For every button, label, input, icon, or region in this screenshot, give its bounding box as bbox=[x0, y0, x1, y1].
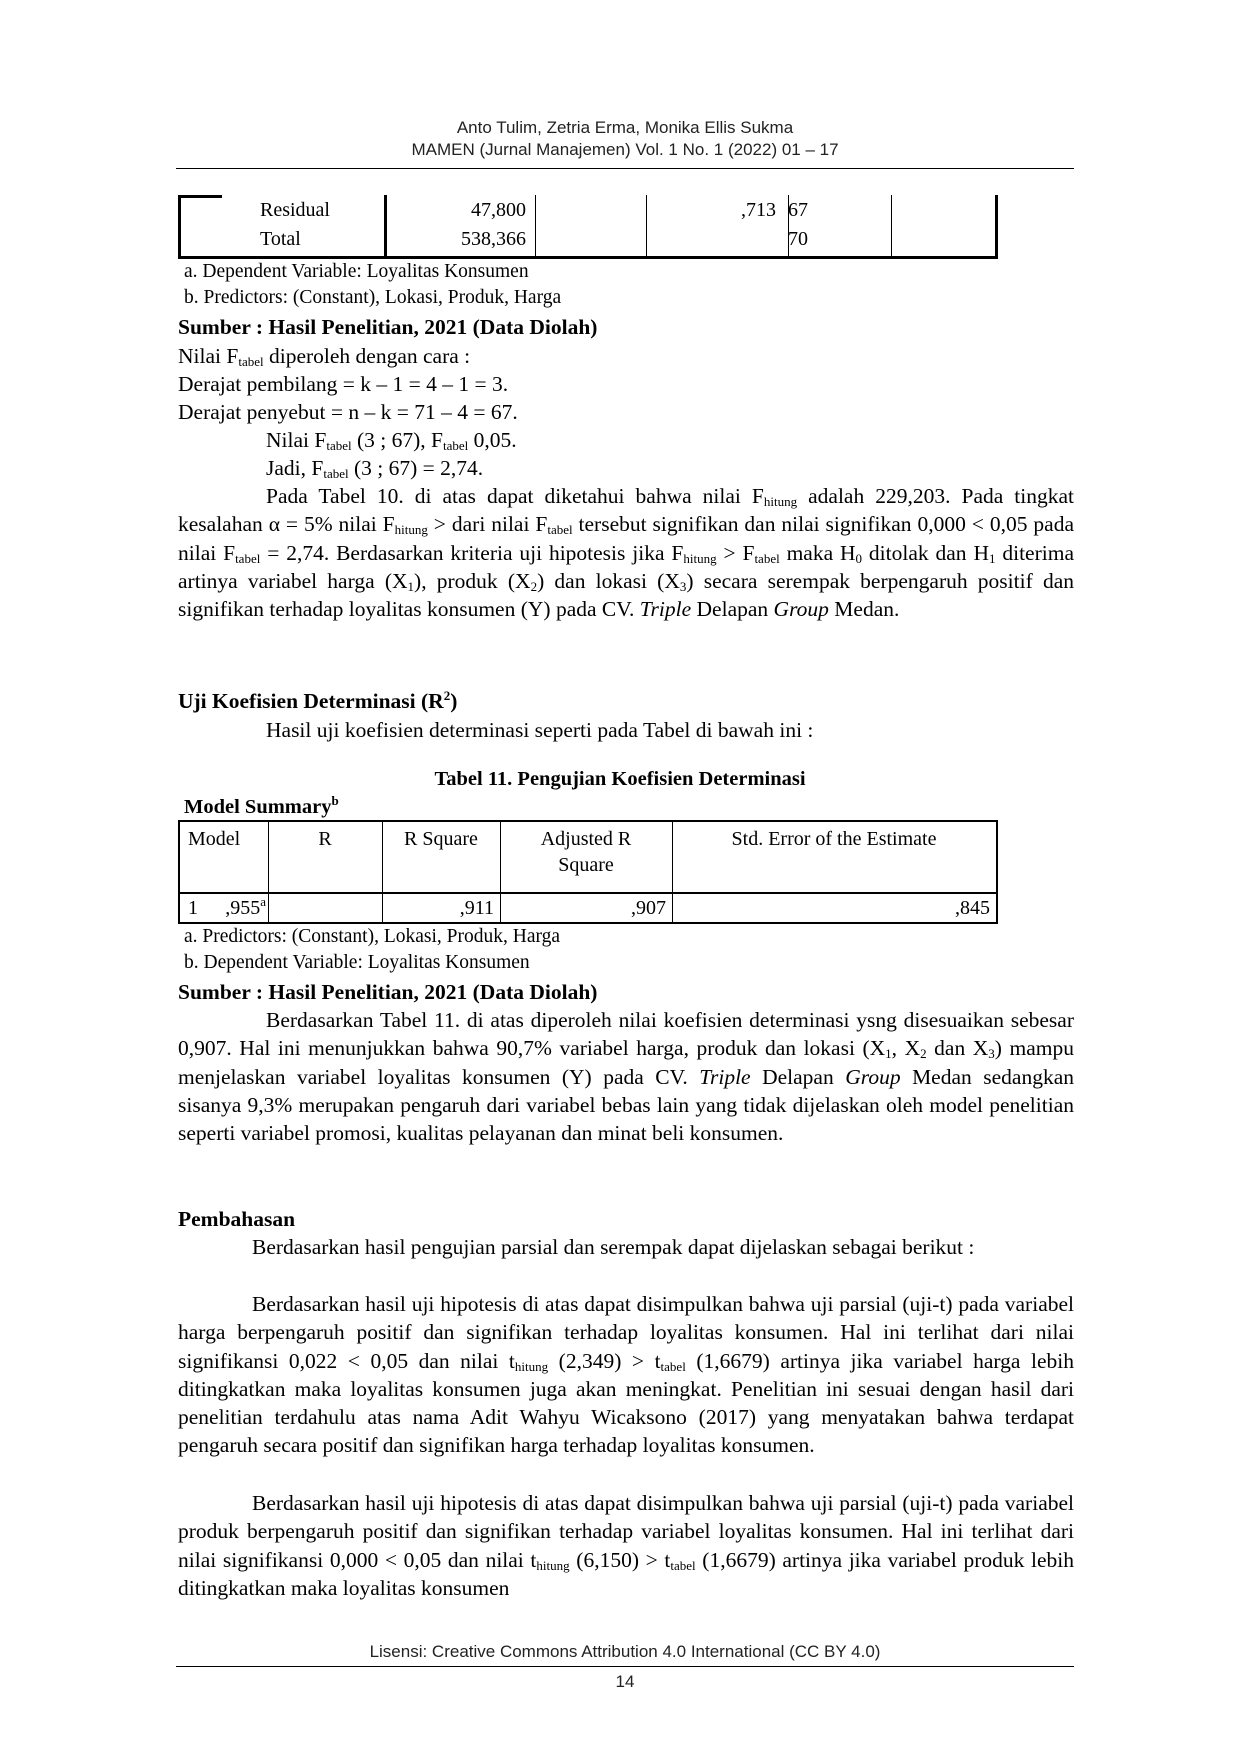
df-cell: 70 bbox=[788, 228, 808, 250]
cell-model: 1 bbox=[188, 897, 198, 919]
paragraph: Berdasarkan hasil pengujian parsial dan serempak dapat dijelaskan sebagai berikut : bbox=[252, 1235, 975, 1259]
sum-of-squares-cell: 47,800 bbox=[471, 199, 526, 221]
paragraph: Berdasarkan hasil uji hipotesis di atas dapat disimpulkan bahwa uji parsial (uji-t) pada variabel produk berpengaruh positif dan signifikan terhadap variabel loyalitas konsumen. Hal ini terlihat dari nilai signifikansi 0,000 < 0,05 dan nilai $t_{hitung}$ $(6,150) > t_{tabel}$ (1,6679) artinya jika variabel produk lebih ditingkatkan maka loyalitas konsumen bbox=[178, 1491, 1075, 1600]
ftabel-line: Derajat pembilang = k – 1 = 4 – 1 = 3. bbox=[178, 372, 509, 396]
source-label: Sumber : Hasil Penelitian, 2021 (Data Diolah) bbox=[178, 980, 598, 1004]
table-row bbox=[178, 224, 998, 254]
header-model: Model bbox=[188, 828, 241, 850]
section-heading: Pembahasan bbox=[178, 1207, 296, 1231]
df-cell: 67 bbox=[788, 199, 808, 221]
anova-table-fragment bbox=[178, 195, 998, 259]
header-r-square: R Square bbox=[404, 828, 478, 850]
table-note: a. Dependent Variable: Loyalitas Konsumen bbox=[184, 261, 529, 282]
source-label: Sumber : Hasil Penelitian, 2021 (Data Diolah) bbox=[178, 315, 598, 339]
row-label: Total bbox=[260, 228, 301, 250]
row-label: Residual bbox=[260, 199, 330, 221]
header-adjusted-r: Adjusted R bbox=[540, 828, 632, 850]
footer-rule bbox=[176, 1666, 1074, 1667]
ftabel-line: Derajat penyebut = n – k = 71 – 4 = 67. bbox=[178, 400, 518, 424]
table-caption: Tabel 11. Pengujian Koefisien Determinasi bbox=[434, 768, 806, 790]
ftabel-line: Nilai $F_{tabel}$ diperoleh dengan cara : bbox=[178, 344, 471, 369]
cell-adjusted-r-square: ,907 bbox=[631, 897, 666, 919]
header-rule bbox=[176, 168, 1074, 169]
cell-r-square: ,911 bbox=[459, 897, 494, 919]
header-std-error: Std. Error of the Estimate bbox=[731, 828, 937, 850]
model-summary-table bbox=[178, 820, 998, 924]
section-heading: Uji Koefisien Determinasi $(R^2)$ bbox=[178, 688, 458, 713]
model-summary-title: Model Summary$^b$ bbox=[184, 793, 339, 818]
paragraph: Berdasarkan Tabel 11. di atas diperoleh nilai koefisien determinasi ysng disesuaikan sebesar 0,907. Hal ini menunjukkan bahwa 90,7% variabel harga, produk dan lokasi ($X_1$, $X_2$ dan $X_3$) mampu menjelaskan variabel loyalitas konsumen (Y) pada CV. Triple Delapan Group Medan sedangkan sisanya 9,3% merupakan pengaruh dari variabel bebas lain yang tidak dijelaskan oleh model penelitian seperti variabel promosi, kualitas pelayanan dan minat beli konsumen. bbox=[178, 1008, 1074, 1146]
mean-square-cell: ,713 bbox=[741, 199, 776, 221]
paragraph: Berdasarkan hasil uji hipotesis di atas dapat disimpulkan bahwa uji parsial (uji-t) pada variabel harga berpengaruh positif dan signifikan terhadap loyalitas konsumen. Hal ini terlihat dari nilai signifikansi 0,022 < 0,05 dan nilai $t_{hitung}$ $(2,349) > t_{tabel}$ (1,6679) artinya jika variabel harga lebih ditingkatkan maka loyalitas konsumen juga akan meningkat. Penelitian ini sesuai dengan hasil dari penelitian terdahulu atas nama Adit Wahyu Wicaksono (2017) yang menyatakan bahwa terdapat pengaruh secara positif dan signifikan harga terhadap loyalitas konsumen. bbox=[178, 1292, 1074, 1458]
ftabel-line: Jadi, $F_{tabel}$ (3 ; 67) = 2,74. bbox=[266, 456, 484, 481]
cell-r: ,955$^a$ bbox=[225, 894, 266, 919]
cell-std-error: ,845 bbox=[955, 897, 990, 919]
table-row bbox=[178, 195, 998, 225]
header-r: R bbox=[318, 828, 332, 850]
header-journal: MAMEN (Jurnal Manajemen) Vol. 1 No. 1 (2022) 01 – 17 bbox=[411, 140, 839, 159]
table-header-rule bbox=[180, 892, 996, 894]
sum-of-squares-cell: 538,366 bbox=[461, 228, 526, 250]
table-note: b. Dependent Variable: Loyalitas Konsumen bbox=[184, 952, 530, 973]
ftabel-line: Nilai $F_{tabel}$ (3 ; 67), $F_{tabel}$ 0,05. bbox=[266, 428, 517, 453]
header-adjusted-r-square: Square bbox=[558, 854, 614, 876]
paragraph: Hasil uji koefisien determinasi seperti pada Tabel di bawah ini : bbox=[266, 718, 814, 742]
paragraph: Pada Tabel 10. di atas dapat diketahui bahwa nilai $F_{hitung}$ adalah 229,203. Pada tingkat kesalahan α = 5% nilai $F_{hitung}$ > dari nilai $F_{tabel}$ tersebut signifikan dan nilai signifikan 0,000 < 0,05 pada nilai $F_{tabel} = 2,74$. Berdasarkan kriteria uji hipotesis jika $F_{hitung} > F_{tabel}$ maka $H_0$ ditolak dan $H_1$ diterima artinya variabel harga $(X_1)$, produk $(X_2)$ dan lokasi $(X_3)$ secara serempak berpengaruh positif dan signifikan terhadap loyalitas konsumen (Y) pada CV. Triple Delapan Group Medan. bbox=[178, 484, 1075, 622]
header-authors: Anto Tulim, Zetria Erma, Monika Ellis Sukma bbox=[456, 118, 794, 137]
table-note: a. Predictors: (Constant), Lokasi, Produk, Harga bbox=[184, 926, 561, 947]
footer-license: Lisensi: Creative Commons Attribution 4.0 International (CC BY 4.0) bbox=[369, 1642, 881, 1661]
page-number: 14 bbox=[615, 1672, 635, 1691]
table-note: b. Predictors: (Constant), Lokasi, Produk, Harga bbox=[184, 287, 562, 308]
